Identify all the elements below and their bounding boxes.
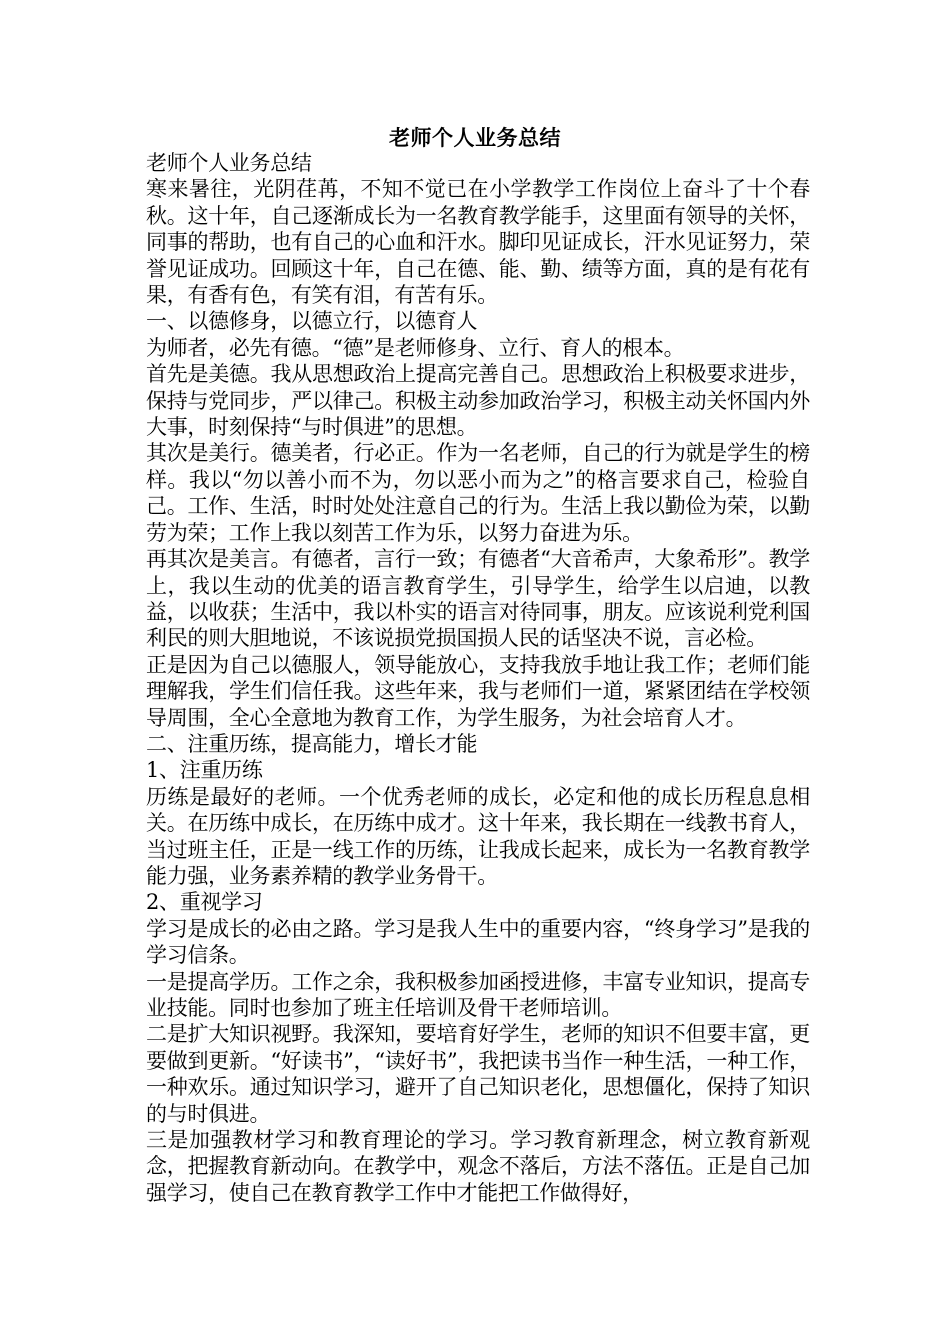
document-title: 老师个人业务总结 <box>389 125 561 150</box>
paragraph: 三是加强教材学习和教育理论的学习。学习教育新理念，树立教育新观念，把握教育新动向。在教学中，观念不落后，方法不落伍。正是自己加强学习，使自己在教育教学工作中才能把工作做得好， <box>146 1128 810 1205</box>
paragraph: 学习是成长的必由之路。学习是我人生中的重要内容，“终身学习”是我的学习信条。 <box>146 916 810 968</box>
document-body <box>146 150 810 1206</box>
paragraph: 寒来暑往，光阴荏苒，不知不觉已在小学教学工作岗位上奋斗了十个春秋。这十年，自己逐渐成长为一名教育教学能手，这里面有领导的关怀，同事的帮助，也有自己的心血和汗水。脚印见证成长，汗水见证努力，荣誉见证成功。回顾这十年，自己在德、能、勤、绩等方面，真的是有花有果，有香有色，有笑有泪，有苦有乐。 <box>146 177 810 308</box>
paragraph-subtitle: 老师个人业务总结 <box>146 151 312 175</box>
paragraph: 历练是最好的老师。一个优秀老师的成长，必定和他的成长历程息息相关。在历练中成长，在历练中成才。这十年来，我长期在一线教书育人，当过班主任，正是一线工作的历练，让我成长起来，成长为一名教育教学能力强，业务素养精的教学业务骨干。 <box>146 784 810 888</box>
subsection-heading: 2、重视学习 <box>146 890 263 915</box>
paragraph: 首先是美德。我从思想政治上提高完善自己。思想政治上积极要求进步，保持与党同步，严以律己。积极主动参加政治学习，积极主动关怀国内外大事，时刻保持“与时俱进”的思想。 <box>146 362 810 440</box>
paragraph: 正是因为自己以德服人，领导能放心，支持我放手地让我工作；老师们能理解我，学生们信任我。这些年来，我与老师们一道，紧紧团结在学校领导周围，全心全意地为教育工作，为学生服务，为社会培育人才。 <box>146 652 810 730</box>
section-heading: 一、以德修身，以德立行，以德育人 <box>146 309 478 334</box>
paragraph: 一是提高学历。工作之余，我积极参加函授进修，丰富专业知识，提高专业技能。同时也参加了班主任培训及骨干老师培训。 <box>146 969 810 1020</box>
subsection-heading: 1、注重历练 <box>146 758 263 783</box>
section-heading: 二、注重历练，提高能力，增长才能 <box>146 731 478 756</box>
paragraph: 为师者，必先有德。“德”是老师修身、立行、育人的根本。 <box>146 335 685 360</box>
paragraph: 再其次是美言。有德者，言行一致；有德者“大音希声，大象希形”。教学上，我以生动的优美的语言教育学生，引导学生，给学生以启迪，以教益，以收获；生活中，我以朴实的语言对待同事，朋友。应该说利党利国利民的则大胆地说，不该说损党损国损人民的话坚决不说，言必检。 <box>146 547 810 651</box>
paragraph: 二是扩大知识视野。我深知，要培育好学生，老师的知识不但要丰富，更要做到更新。“好读书”，“读好书”，我把读书当作一种生活，一种工作，一种欢乐。通过知识学习，避开了自己知识老化，思想僵化，保持了知识的与时俱进。 <box>146 1022 810 1126</box>
paragraph: 其次是美行。德美者，行必正。作为一名老师，自己的行为就是学生的榜样。我以“勿以善小而不为，勿以恶小而为之”的格言要求自己，检验自己。工作、生活，时时处处注意自己的行为。生活上我以勤俭为荣，以勤劳为荣；工作上我以刻苦工作为乐，以努力奋进为乐。 <box>146 441 810 545</box>
